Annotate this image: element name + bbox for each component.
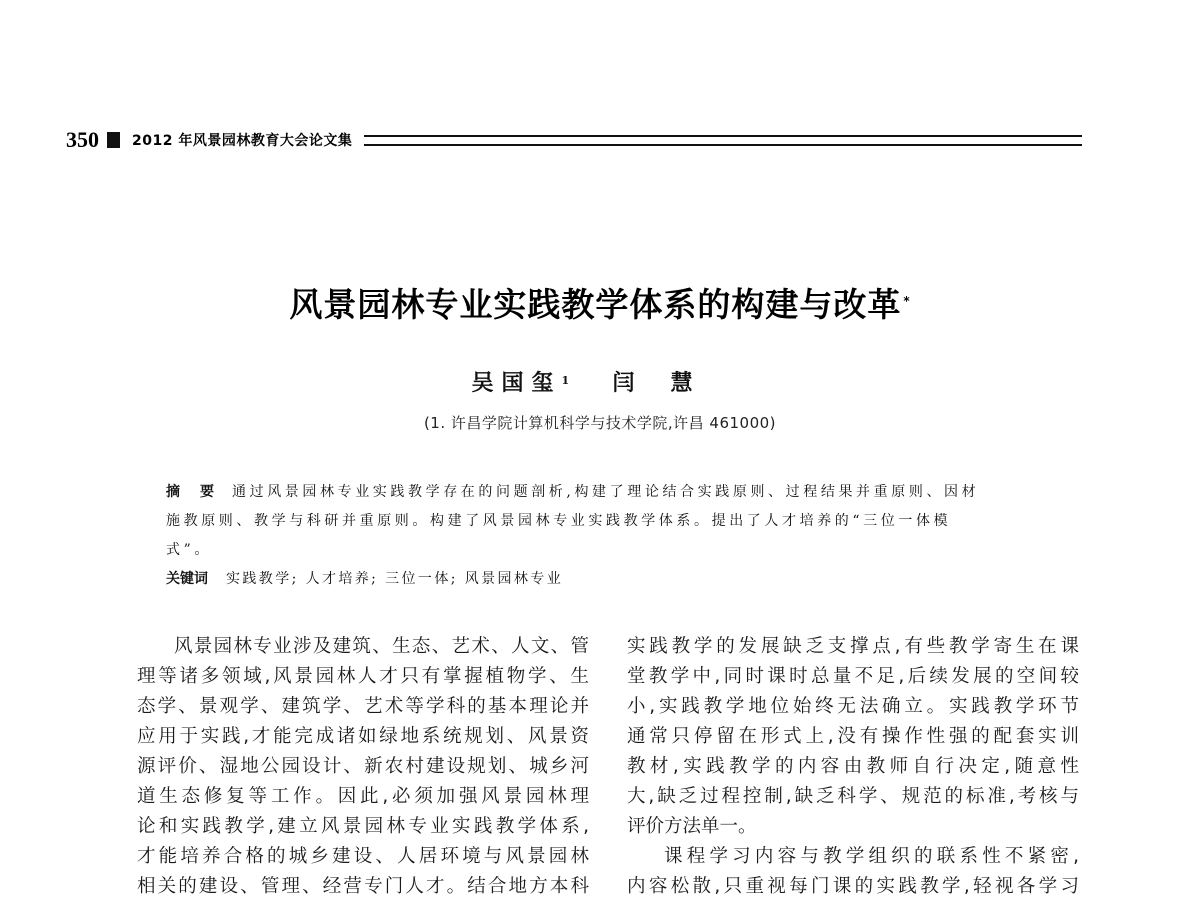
keywords-label: 关键词 (166, 571, 208, 587)
article-title (0, 283, 1200, 327)
author-list (0, 367, 1200, 399)
abstract-label (166, 484, 214, 500)
body-text-line: 堂教学中,同时课时总量不足,后续发展的空间较 (627, 666, 1079, 687)
abstract-line: 施教原则、教学与科研并重原则。构建了风景园林专业实践教学体系。提出了人才培养的“三位一体模 (166, 513, 952, 529)
abstract-text: 通过风景园林专业实践教学存在的问题剖析,构建了理论结合实践原则、过程结果并重原则、因材 (232, 484, 980, 500)
body-text-line: 大,缺乏过程控制,缺乏科学、规范的标准,考核与 (627, 786, 1079, 807)
body-text-line: 才能培养合格的城乡建设、人居环境与风景园林 (137, 846, 589, 867)
author-1 (471, 367, 569, 399)
author-affil-mark: 1 (561, 374, 570, 387)
body-text-line: 相关的建设、管理、经营专门人才。结合地方本科 (137, 876, 589, 897)
article-title-text: 风景园林专业实践教学体系的构建与改革 (289, 285, 902, 324)
body-text-line: 通常只停留在形式上,没有操作性强的配套实训 (627, 726, 1079, 747)
body-text-line: 理等诸多领域,风景园林人才只有掌握植物学、生 (137, 666, 589, 687)
body-text-line: 态学、景观学、建筑学、艺术等学科的基本理论并 (137, 696, 589, 717)
page-header (66, 128, 1082, 152)
body-column-right (627, 632, 1079, 902)
abstract (166, 478, 1040, 565)
body-text-line: 风景园林专业涉及建筑、生态、艺术、人文、管 (174, 636, 589, 657)
header-block-mark (107, 132, 120, 148)
header-double-rule (364, 135, 1082, 146)
body-text-line: 课程学习内容与教学组织的联系性不紧密, (664, 846, 1079, 867)
body-column-left (137, 632, 589, 902)
running-title: 2012 年风景园林教育大会论文集 (132, 133, 353, 149)
body-text-line: 源评价、湿地公园设计、新农村建设规划、城乡河 (137, 756, 589, 777)
body-text-line: 实践教学的发展缺乏支撑点,有些教学寄生在课 (627, 636, 1079, 657)
page-number: 350 (66, 127, 99, 152)
body-text-line: 应用于实践,才能完成诸如绿地系统规划、风景资 (137, 726, 589, 747)
body-text-line: 内容松散,只重视每门课的实践教学,轻视各学习 (627, 876, 1079, 897)
abstract-line: 式”。 (166, 542, 212, 558)
title-footnote-mark: * (903, 294, 911, 308)
author-name: 闫慧 (612, 370, 729, 396)
body-text-line: 教材,实践教学的内容由教师自行决定,随意性 (627, 756, 1079, 777)
body-text-line: 论和实践教学,建立风景园林专业实践教学体系, (137, 816, 589, 837)
author-name: 吴国玺 (471, 370, 562, 396)
body-text-line: 评价方法单一。 (627, 816, 757, 837)
keywords-text: 实践教学; 人才培养; 三位一体; 风景园林专业 (226, 571, 564, 587)
abstract-line (166, 478, 1040, 507)
abstract-label-char: 要 (200, 484, 214, 500)
affiliation: (1. 许昌学院计算机科学与技术学院,许昌 461000) (423, 414, 777, 432)
body-text-line: 小,实践教学地位始终无法确立。实践教学环节 (627, 696, 1079, 717)
keywords (166, 565, 563, 594)
abstract-label-char: 摘 (166, 484, 180, 500)
author-2 (613, 367, 729, 399)
body-text-line: 道生态修复等工作。因此,必须加强风景园林理 (137, 786, 589, 807)
